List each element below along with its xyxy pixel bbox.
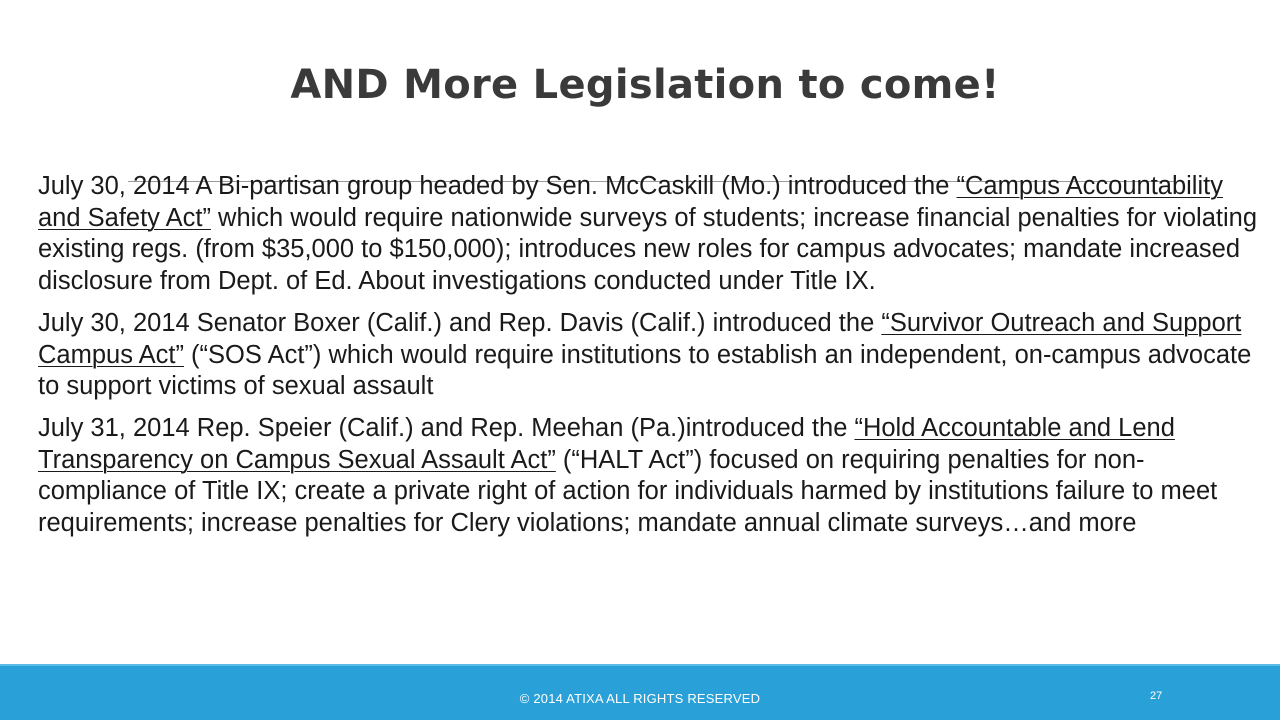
item-text-detail: (“HALT Act”) focused on requiring penalties for non-compliance of Title IX; create a private right of action for individuals harmed by institutions failure to meet requirements; increase penalties for Clery violations; mandate annual climate surveys…and more [38,445,1218,538]
legislation-item-campus-act [38,171,1260,298]
legislation-item-sos-act [38,308,1260,403]
item-text-lead: July 30, 2014 Senator Boxer (Calif.) and Rep. Davis (Calif.) introduced the [38,308,882,337]
item-text-detail: which would require nationwide surveys of students; increase financial penalties for violating existing regs. (from $35,000 to $150,000); introduces new roles for campus advocates; mandate increased disclosure from Dept. of Ed. About investigations conducted under Title IX. [38,203,1258,296]
act-name-campus-accountability: “Campus Accountability and Safety Act” [38,172,1223,232]
item-text-lead: July 31, 2014 Rep. Speier (Calif.) and Rep. Meehan (Pa.)introduced the [38,413,855,442]
legislation-item-halt-act [38,413,1260,540]
footer-bar [0,664,1280,720]
act-name-halt: “Hold Accountable and Lend Transparency on Campus Sexual Assault Act” [38,413,1175,474]
slide-body [38,171,1260,550]
item-text-lead: July 30, 2014 A Bi-partisan group headed by Sen. McCaskill (Mo.) introduced the [38,172,957,200]
act-name-survivor-outreach: “Survivor Outreach and Support Campus Act” [38,308,1242,369]
slide-title: AND More Legislation to come! [290,62,1000,108]
page-number: 27 [1150,690,1163,702]
footer-copyright: © 2014 ATIXA ALL RIGHTS RESERVED [519,691,761,706]
item-text-detail: (“SOS Act”) which would require institutions to establish an independent, on-campus advocate to support victims of sexual assault [38,340,1252,401]
